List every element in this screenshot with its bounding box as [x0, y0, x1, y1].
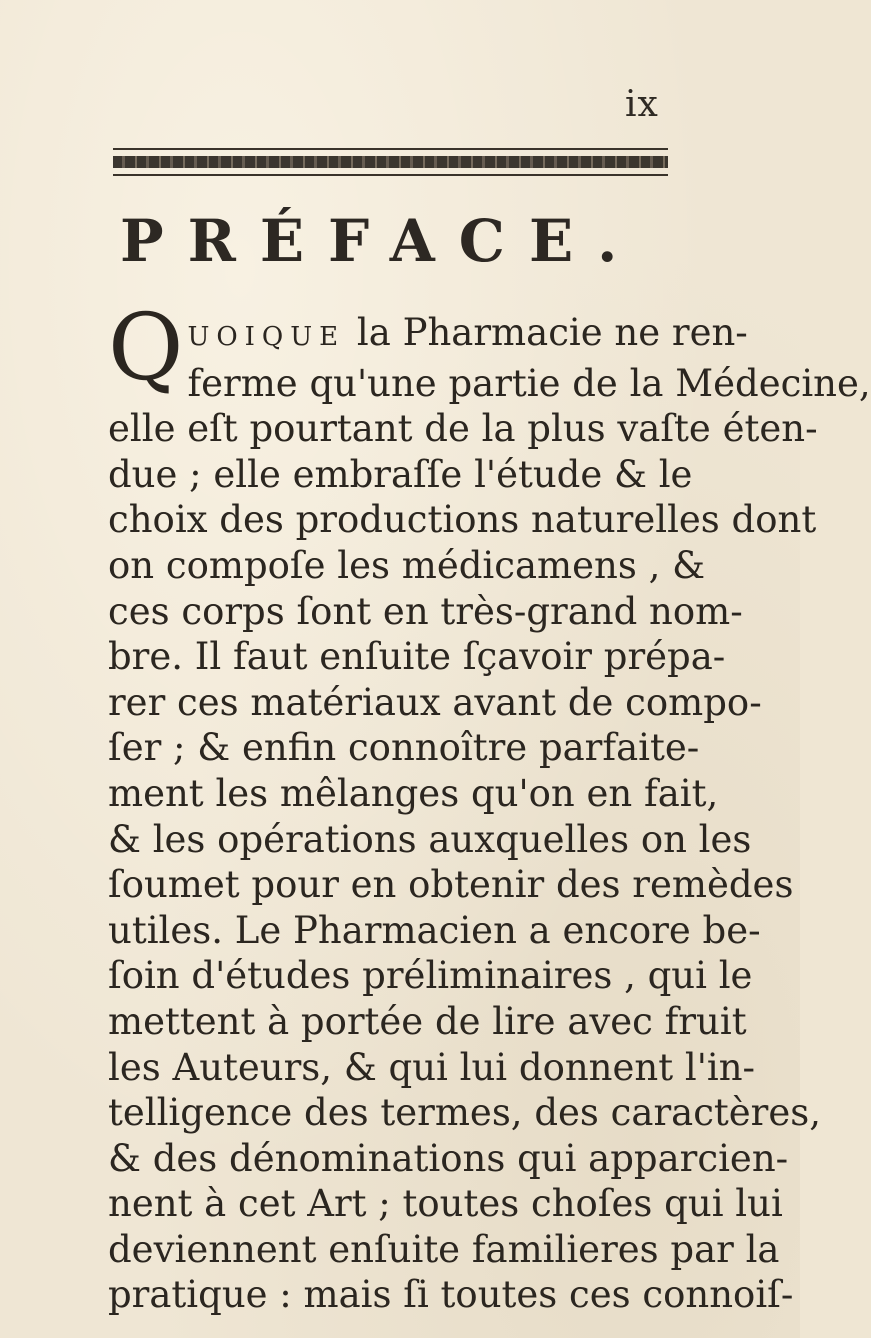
thin-rule-bottom	[113, 174, 668, 176]
text-line: ment les mêlanges qu'on en fait,	[108, 771, 719, 815]
header-ornament-rule	[113, 148, 668, 178]
text-line: les Auteurs, & qui lui donnent l'in-	[108, 1045, 756, 1089]
first-line-rest: la Pharmacie ne ren-	[356, 311, 748, 354]
text-line: choix des productions naturelles dont	[108, 498, 817, 542]
text-line: nent à cet Art ; toutes choſes qui lui	[108, 1182, 783, 1226]
text-line: deviennent enſuite familieres par la	[108, 1227, 780, 1271]
drop-cap: Q	[108, 294, 184, 401]
text-line: on compoſe les médicamens , &	[108, 543, 706, 587]
text-line: ferme qu'une partie de la Médecine,	[187, 361, 871, 405]
text-line: utiles. Le Pharmacien a encore be-	[108, 908, 761, 952]
text-line: ſoin d'études préliminaires , qui le	[108, 954, 753, 998]
thin-rule-top	[113, 148, 668, 150]
text-line-first	[108, 310, 748, 361]
decorative-band	[113, 156, 668, 168]
text-line: & les opérations auxquelles on les	[108, 817, 752, 861]
text-line: & des dénominations qui apparcien-	[108, 1136, 789, 1180]
text-line: rer ces matériaux avant de compo-	[108, 680, 762, 724]
text-line: mettent à portée de lire avec fruit	[108, 999, 747, 1043]
page-number: ix	[625, 84, 659, 125]
text-line: due ; elle embraſſe l'étude & le	[108, 452, 693, 496]
page-title: PRÉFACE.	[120, 207, 642, 275]
text-line: elle eſt pourtant de la plus vaſte éten-	[108, 407, 818, 451]
text-line: ſoumet pour en obtenir des remèdes	[108, 863, 794, 907]
body-text	[108, 294, 871, 1318]
small-caps-word: UOIQUE	[187, 322, 346, 352]
text-line: pratique : mais ſi toutes ces connoiſ-	[108, 1273, 794, 1317]
text-line: ſer ; & enfin connoître parfaite-	[108, 726, 700, 770]
text-line: telligence des termes, des caractères,	[108, 1091, 822, 1135]
text-line: ces corps ſont en très-grand nom-	[108, 589, 743, 633]
text-line: bre. Il faut enſuite ſçavoir prépa-	[108, 635, 726, 679]
